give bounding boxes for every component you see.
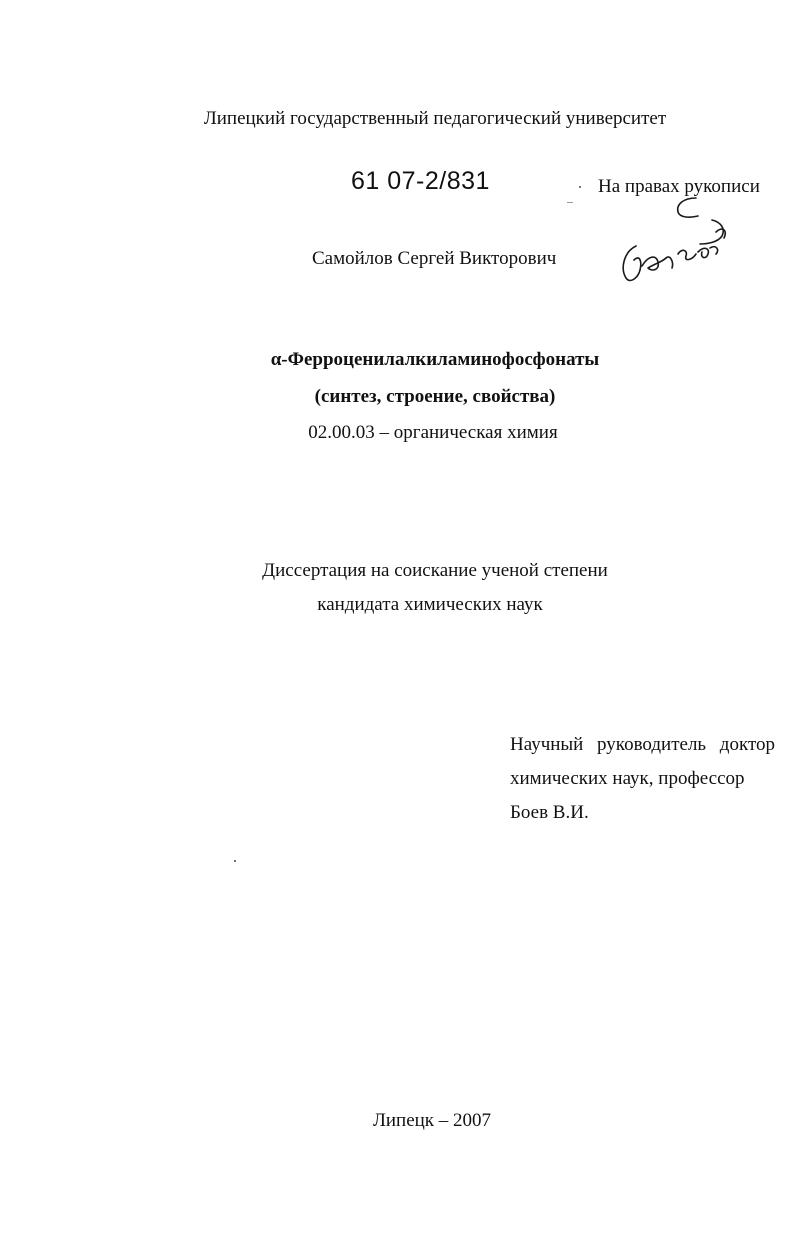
degree-statement: Диссертация на соискание ученой степени: [262, 560, 608, 581]
advisor-name: Боев В.И.: [510, 802, 589, 823]
scan-speck: [579, 186, 581, 188]
scientific-advisor: [510, 728, 775, 830]
university-name: Липецкий государственный педагогический университет: [203, 108, 667, 129]
dissertation-subtitle: (синтез, строение, свойства): [314, 386, 556, 407]
scan-speck: [567, 202, 573, 203]
author-signature: [612, 192, 742, 292]
specialty-code: 02.00.03 – органическая химия: [308, 422, 558, 443]
city-and-year: Липецк – 2007: [372, 1110, 492, 1131]
degree-field: кандидата химических наук: [317, 594, 543, 615]
catalog-number: 61 07-2/831: [351, 167, 490, 195]
scan-speck: [234, 860, 236, 862]
dissertation-title: α-Ферроценилалкиламинофосфонаты: [270, 349, 600, 370]
author-name: Самойлов Сергей Викторович: [312, 248, 557, 269]
advisor-title: Научный руководитель доктор химических наук, профессор: [510, 734, 775, 789]
manuscript-rights-note: На правах рукописи: [598, 176, 760, 197]
